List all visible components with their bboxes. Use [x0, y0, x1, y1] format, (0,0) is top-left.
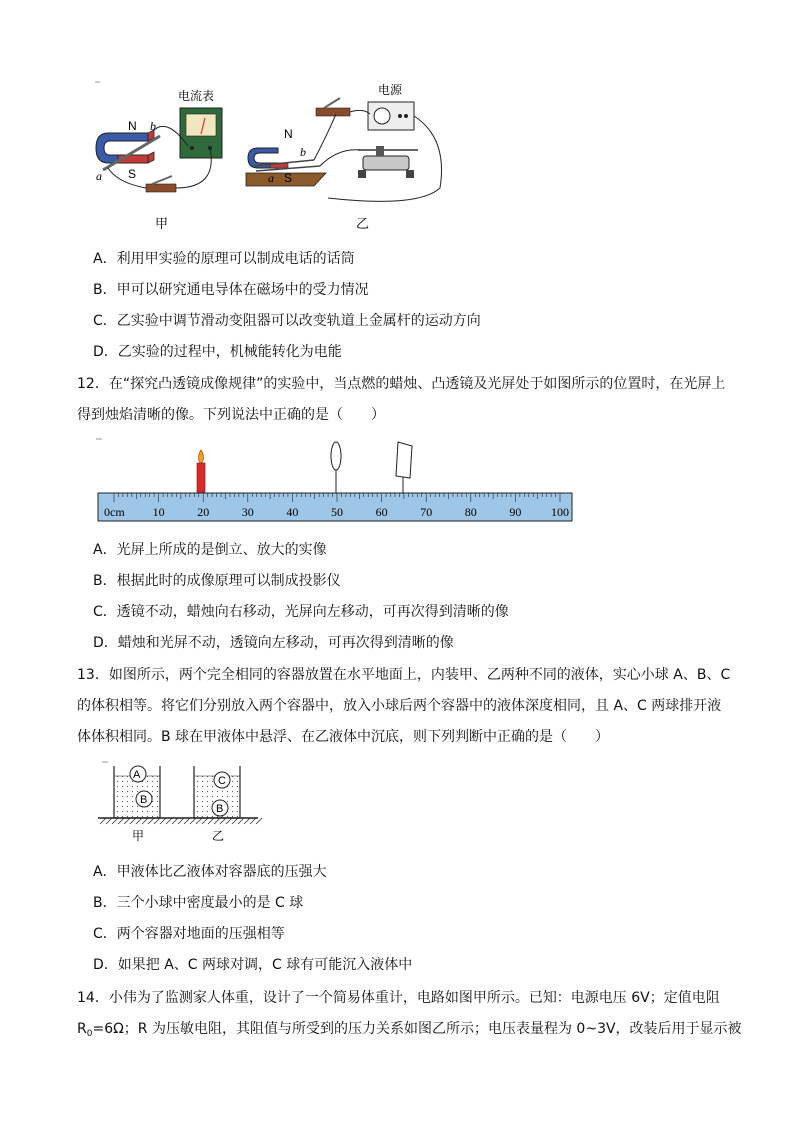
- hatch-line: [166, 818, 172, 824]
- hatch-line: [220, 818, 226, 824]
- q13-stem-line3: 体体积相同。B 球在甲液体中悬浮、在乙液体中沉底，则下列判断中正确的是（ ）: [77, 729, 610, 745]
- label-a-right: a: [268, 171, 274, 185]
- ruler-label: 70: [420, 505, 433, 519]
- hatch-line: [232, 818, 238, 824]
- ruler-label: 40: [286, 505, 299, 519]
- q12-stem-line2: 得到烛焰清晰的像。下列说法中正确的是（ ）: [77, 407, 385, 423]
- power-supply: [368, 102, 414, 130]
- hatch-line: [172, 818, 178, 824]
- label-a-left: a: [96, 169, 102, 183]
- q14-stem-line2: [77, 1020, 742, 1043]
- r0-symbol: R: [77, 1021, 87, 1037]
- light-screen: [396, 442, 412, 493]
- ruler-label: 80: [464, 505, 477, 519]
- q12-option-a[interactable]: A．光屏上所成的是倒立、放大的实像: [93, 542, 327, 558]
- left-switch: [146, 176, 176, 192]
- q13-option-d[interactable]: D．如果把 A、C 两球对调，C 球有可能沉入液体中: [93, 957, 413, 973]
- hatch-line: [244, 818, 250, 824]
- ammeter: [180, 108, 222, 158]
- right-switch: [316, 98, 350, 116]
- hatch-line: [196, 818, 202, 824]
- label-b-left: b: [150, 119, 156, 133]
- hatch-line: [178, 818, 184, 824]
- q14-stem-line2-text: =6Ω；R 为压敏电阻，其阻值与所受到的压力关系如图乙所示；电压表量程为 0~3V，改装后用于显示被: [92, 1021, 742, 1037]
- label-n-left: N: [128, 119, 137, 133]
- caption-jia-11: 甲: [155, 217, 169, 232]
- q11-option-c[interactable]: C．乙实验中调节滑动变阻器可以改变轨道上金属杆的运动方向: [93, 313, 481, 329]
- ruler-label: 100: [551, 505, 569, 519]
- hatch-line: [184, 818, 190, 824]
- hatch-line: [250, 818, 256, 824]
- ball-c-label: C: [218, 775, 226, 787]
- q14-stem-line1: 14．小伟为了监测家人体重，设计了一个简易体重计，电路如图甲所示。已知：电源电压 6V；定值电阻: [77, 990, 720, 1006]
- hatch-line: [214, 818, 220, 824]
- q12-stem-line1: 12．在“探究凸透镜成像规律”的实验中，当点燃的蜡烛、凸透镜及光屏处于如图所示的位置时，在光屏上: [77, 376, 726, 392]
- hatch-line: [100, 818, 106, 824]
- hatch-line: [190, 818, 196, 824]
- sliding-rheostat: [358, 146, 418, 178]
- caption-jia-13: 甲: [132, 829, 145, 843]
- hatch-line: [202, 818, 208, 824]
- label-s-right: S: [284, 171, 293, 185]
- q12-option-c[interactable]: C．透镜不动，蜡烛向右移动，光屏向左移动，可再次得到清晰的像: [93, 604, 509, 620]
- q13-option-a[interactable]: A．甲液体比乙液体对容器底的压强大: [93, 864, 327, 880]
- hatch-line: [160, 818, 166, 824]
- r0-subscript: 0: [86, 1029, 93, 1039]
- ball-b-yi-label: B: [216, 803, 224, 815]
- candle: [197, 450, 205, 493]
- q11-option-b[interactable]: B．甲可以研究通电导体在磁场中的受力情况: [93, 282, 369, 298]
- ruler-label: 90: [509, 505, 522, 519]
- ground-hatch: [100, 818, 262, 824]
- hatch-line: [208, 818, 214, 824]
- hatch-line: [124, 818, 130, 824]
- label-b-right: b: [300, 145, 306, 159]
- hatch-line: [112, 818, 118, 824]
- ruler-label: 20: [197, 505, 210, 519]
- ruler-label: 0cm: [104, 505, 125, 519]
- q12-option-d[interactable]: D．蜡烛和光屏不动，透镜向左移动，可再次得到清晰的像: [93, 635, 454, 651]
- hatch-line: [118, 818, 124, 824]
- q12-option-b[interactable]: B．根据此时的成像原理可以制成投影仪: [93, 573, 341, 589]
- hatch-line: [238, 818, 244, 824]
- figure-13-containers: [96, 760, 266, 844]
- q13-stem-line2: 的体积相等。将它们分别放入两个容器中，放入小球后两个容器中的液体深度相同，且 A、C 两球排开液: [77, 698, 722, 714]
- ruler-label: 60: [375, 505, 388, 519]
- q11-option-d[interactable]: D．乙实验的过程中，机械能转化为电能: [93, 344, 342, 360]
- ruler-label: 10: [152, 505, 165, 519]
- hatch-line: [256, 818, 262, 824]
- ruler-label: 30: [241, 505, 254, 519]
- q13-stem-line1: 13．如图所示，两个完全相同的容器放置在水平地面上，内装甲、乙两种不同的液体，实心小球 A、B、C: [77, 667, 731, 683]
- figure-12-optical-bench: [92, 436, 576, 524]
- ruler-label: 50: [331, 505, 343, 519]
- ammeter-label: 电流表: [178, 89, 215, 103]
- figure-11-electromagnet-experiments: [88, 78, 468, 238]
- q13-option-c[interactable]: C．两个容器对地面的压强相等: [93, 926, 285, 942]
- caption-yi-11: 乙: [356, 217, 370, 232]
- caption-yi-13: 乙: [212, 829, 225, 843]
- ball-a-label: A: [133, 769, 141, 781]
- hatch-line: [154, 818, 160, 824]
- hatch-line: [106, 818, 112, 824]
- label-s-left: S: [128, 167, 137, 181]
- hatch-line: [142, 818, 148, 824]
- convex-lens: [331, 442, 341, 493]
- q13-option-b[interactable]: B．三个小球中密度最小的是 C 球: [93, 895, 304, 911]
- hatch-line: [136, 818, 142, 824]
- q11-option-a[interactable]: A．利用甲实验的原理可以制成电话的话筒: [93, 251, 355, 267]
- hatch-line: [130, 818, 136, 824]
- label-n-right: N: [284, 127, 293, 141]
- ball-b-jia-label: B: [140, 794, 148, 806]
- power-label: 电源: [378, 83, 403, 97]
- hatch-line: [226, 818, 232, 824]
- hatch-line: [148, 818, 154, 824]
